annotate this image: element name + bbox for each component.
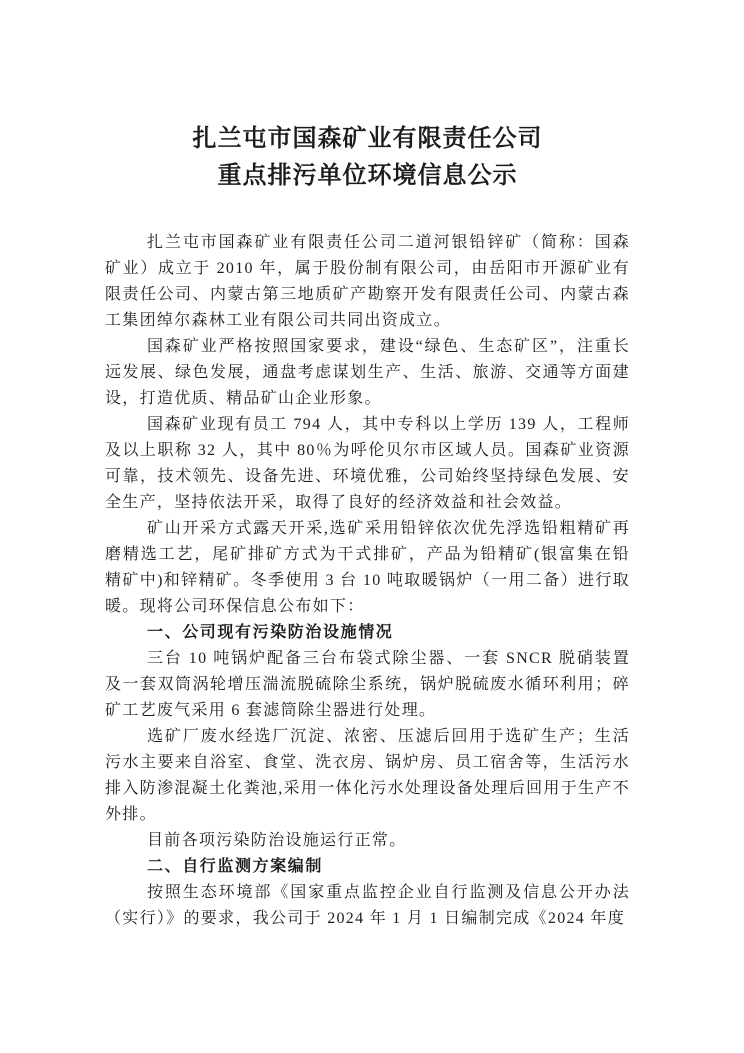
paragraph-green-mine-policy: 国森矿业严格按照国家要求，建设“绿色、生态矿区”，注重长远发展、绿色发展，通盘考虑谋划生产、生活、旅游、交通等方面建设，打造优质、精品矿山企业形象。 (105, 338, 630, 407)
paragraph-mining-process: 矿山开采方式露天开采,选矿采用铅锌依次优先浮选铅粗精矿再磨精选工艺，尾矿排矿方式为干式排矿，产品为铅精矿(银富集在铅精矿中)和锌精矿。冬季使用 3 台 10 吨取暖锅炉（一用二备）进行取暖。现将公司环保信息公布如下： (105, 520, 630, 615)
document-title (105, 121, 630, 195)
section-heading-self-monitoring-plan: 二、自行监测方案编制 (147, 858, 324, 875)
paragraph-company-overview: 扎兰屯市国森矿业有限责任公司二道河银铅锌矿（简称：国森矿业）成立于 2010 年，属于股份制有限公司，由岳阳市开源矿业有限责任公司、内蒙古第三地质矿产勘察开发有限责任公司、内蒙古森工集团绰尔森林工业有限公司共同出资成立。 (105, 234, 630, 329)
paragraph-staff-and-benefits: 国森矿业现有员工 794 人，其中专科以上学历 139 人，工程师及以上职称 32 人，其中 80％为呼伦贝尔市区域人员。国森矿业资源可靠，技术领先、设备先进、环境优雅，公司始终坚持绿色发展、安全生产，坚持依法开采，取得了良好的经济效益和社会效益。 (105, 416, 630, 511)
document-title-line-1: 扎兰屯市国森矿业有限责任公司 (192, 126, 543, 152)
document-title-line-2: 重点排污单位环境信息公示 (217, 163, 518, 189)
paragraph-facilities-status: 目前各项污染防治设施运行正常。 (147, 832, 407, 849)
document-body (105, 230, 630, 932)
paragraph-boiler-gas-treatment: 三台 10 吨锅炉配备三台布袋式除尘器、一套 SNCR 脱硝装置及一套双筒涡轮增压湍流脱硫除尘系统，锅炉脱硫废水循环利用；碎矿工艺废气采用 6 套滤筒除尘器进行处理。 (105, 650, 630, 719)
paragraph-wastewater-treatment: 选矿厂废水经选厂沉淀、浓密、压滤后回用于选矿生产；生活污水主要来自浴室、食堂、洗衣房、锅炉房、员工宿舍等，生活污水排入防渗混凝土化粪池,采用一体化污水处理设备处理后回用于生产不外排。 (105, 728, 630, 823)
paragraph-monitoring-plan: 按照生态环境部《国家重点监控企业自行监测及信息公开办法（实行）》的要求，我公司于 2024 年 1 月 1 日编制完成《2024 年度 (105, 884, 630, 927)
section-heading-pollution-control-facilities: 一、公司现有污染防治设施情况 (147, 624, 394, 641)
